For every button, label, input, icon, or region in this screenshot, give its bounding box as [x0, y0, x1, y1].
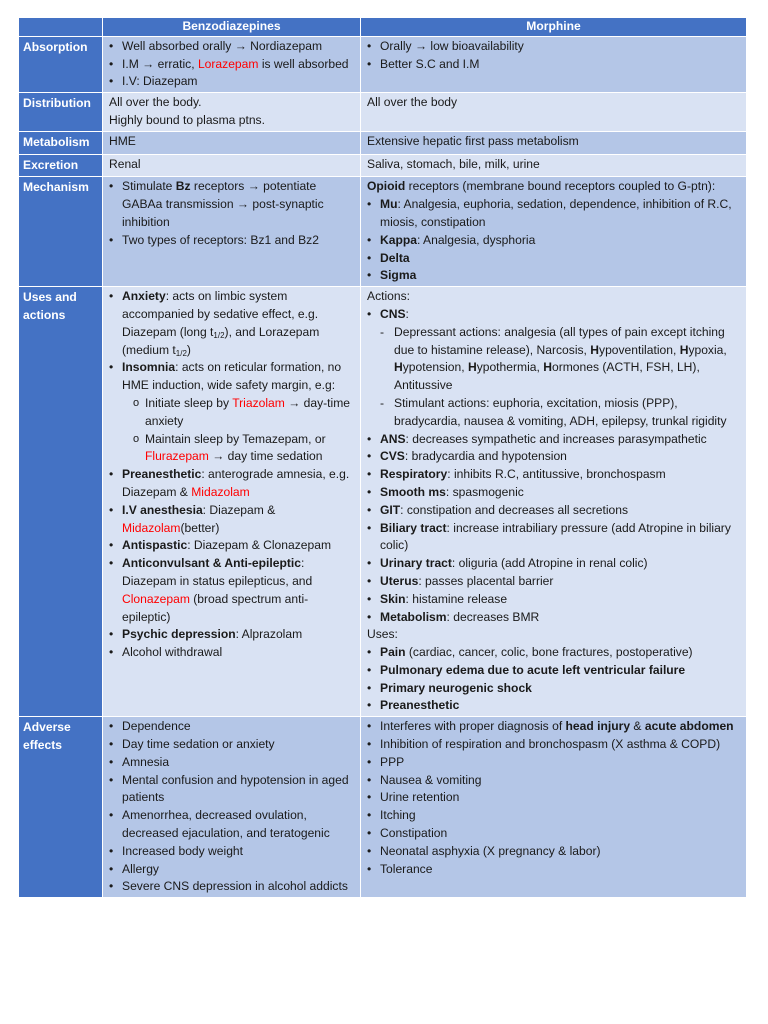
table-row-absorption — [19, 36, 747, 92]
morphine-bullet-item — [367, 196, 742, 232]
cell-morphine-uses — [361, 287, 747, 717]
text-run: : acts on reticular formation, no HME induction, wide safety margin, e.g: — [122, 360, 342, 393]
subscript: 1/2 — [175, 348, 187, 358]
header-row-label-column — [19, 18, 103, 37]
text-run: (better) — [180, 520, 220, 535]
bold-term: Opioid — [367, 179, 406, 194]
text-run: Increased body weight — [122, 843, 244, 858]
row-label-mechanism: Mechanism — [19, 177, 103, 287]
row-label-adverse: Adverse effects — [19, 717, 103, 898]
morphine-bullet-item — [367, 466, 742, 484]
table-row-metabolism — [19, 131, 747, 154]
text-run: I.M → erratic, — [122, 56, 198, 71]
cell-benzodiazepines-uses — [103, 287, 361, 717]
text-run: → day-time anxiety — [145, 395, 351, 428]
benzo-bullet-item — [109, 56, 356, 74]
text-run: Constipation — [380, 826, 448, 841]
bold-term: I.V anesthesia — [122, 502, 203, 517]
text-run: : inhibits R.C, antitussive, bronchospasm — [447, 467, 666, 482]
cell-benzodiazepines-metabolism — [103, 131, 361, 154]
text-run: Depressant actions: analgesia (all types of pain except itching due to histamine release), Narcosis, — [394, 324, 725, 357]
bold-term: Bz — [175, 179, 191, 194]
morphine-bullet-item — [367, 644, 742, 662]
text-run: HME — [109, 133, 136, 148]
bold-term: H — [590, 342, 600, 357]
text-run: : Alprazolam — [235, 627, 303, 642]
bold-term: Metabolism — [380, 609, 447, 624]
bold-term: Anxiety — [122, 289, 166, 304]
text-run: : oliguria (add Atropine in renal colic) — [451, 556, 648, 571]
text-run: Day time sedation or anxiety — [122, 737, 275, 752]
text-run: : anterograde amnesia, e.g. Diazepam & — [122, 467, 350, 499]
bold-term: Mu — [380, 197, 398, 212]
text-run: ), and Lorazepam (medium t — [122, 324, 320, 357]
row-label-absorption: Absorption — [19, 36, 103, 92]
text-run: ) — [186, 342, 191, 357]
morphine-bullet-item — [367, 520, 742, 556]
morphine-bullet-item — [367, 825, 742, 843]
benzo-bullet-item — [109, 878, 356, 896]
bold-term: Skin — [380, 591, 406, 606]
bold-term: Biliary tract — [380, 520, 447, 535]
text-run: : constipation and decreases all secretions — [400, 502, 629, 517]
text-run: : bradycardia and hypotension — [404, 449, 567, 464]
bold-term: H — [679, 342, 689, 357]
drug-name-highlight: Flurazepam — [145, 449, 209, 464]
morphine-bullet-item — [367, 772, 742, 790]
morphine-text-line — [367, 626, 742, 644]
table-row-distribution — [19, 93, 747, 132]
text-run: Allergy — [122, 861, 159, 876]
cell-morphine-distribution — [361, 93, 747, 132]
benzo-bullet-item — [109, 754, 356, 772]
benzo-bullet-item — [109, 555, 356, 626]
benzo-text-line — [109, 112, 356, 130]
bold-term: Delta — [380, 250, 410, 265]
table-row-uses — [19, 287, 747, 717]
row-label-metabolism: Metabolism — [19, 131, 103, 154]
bold-term: Preanesthetic — [122, 467, 202, 482]
text-run: Amenorrhea, decreased ovulation, decreased ejaculation, and teratogenic — [122, 808, 330, 841]
benzo-bullet-item — [109, 38, 356, 56]
morphine-bullet-item — [367, 267, 742, 285]
text-run: Itching — [380, 808, 416, 823]
table-body — [19, 36, 747, 897]
morphine-bullet-item — [367, 807, 742, 825]
benzo-bullet-item — [109, 807, 356, 843]
morphine-bullet-item — [367, 591, 742, 609]
bold-term: Pain — [380, 645, 406, 660]
morphine-bullet-item — [367, 56, 742, 74]
text-run: Nausea & vomiting — [380, 772, 482, 787]
morphine-bullet-item — [367, 431, 742, 449]
text-run: : decreases BMR — [446, 609, 540, 624]
text-run: : Diazepam & Clonazepam — [187, 538, 332, 553]
text-run: Amnesia — [122, 754, 170, 769]
benzo-bullet-item — [109, 232, 356, 250]
morphine-bullet-item — [367, 789, 742, 807]
bold-term: H — [394, 360, 403, 375]
text-run: Tolerance — [380, 861, 433, 876]
text-run: Mental confusion and hypotension in aged patients — [122, 772, 349, 805]
table-row-excretion — [19, 154, 747, 177]
text-run: Uses: — [367, 627, 398, 642]
bold-term: acute abdomen — [644, 719, 734, 734]
text-run: All over the body. — [109, 95, 202, 110]
benzo-text-line — [109, 133, 356, 151]
benzo-bullet-item — [109, 861, 356, 879]
text-run: Dependence — [122, 719, 191, 734]
bold-term: H — [467, 360, 477, 375]
morphine-bullet-item — [367, 250, 742, 268]
benzo-bullet-item — [109, 502, 356, 538]
bold-term: Preanesthetic — [380, 698, 460, 713]
benzo-bullet-item — [109, 718, 356, 736]
cell-benzodiazepines-excretion — [103, 154, 361, 177]
bold-term: GIT — [380, 502, 401, 517]
text-run: (broad spectrum anti-epileptic) — [122, 591, 309, 624]
text-run: Better S.C and I.M — [380, 56, 480, 71]
text-run: Maintain sleep by Temazepam, or — [145, 431, 326, 446]
bold-term: Primary neurogenic shock — [380, 680, 532, 695]
cell-morphine-metabolism — [361, 131, 747, 154]
cell-benzodiazepines-mechanism — [103, 177, 361, 287]
drug-name-highlight: Triazolam — [232, 395, 285, 410]
text-run: Two types of receptors: Bz1 and Bz2 — [122, 232, 319, 247]
morphine-text-line — [367, 288, 742, 306]
row-label-distribution: Distribution — [19, 93, 103, 132]
text-run: : Diazepam & — [202, 502, 276, 517]
morphine-dash-item — [367, 395, 742, 431]
bold-term: Kappa — [380, 232, 417, 247]
benzo-bullet-item — [109, 537, 356, 555]
benzo-bullet-item — [109, 644, 356, 662]
bold-term: Sigma — [380, 268, 417, 283]
text-run: : Analgesia, euphoria, sedation, dependence, inhibition of R.C, miosis, constipation — [380, 197, 732, 229]
row-label-uses: Uses and actions — [19, 287, 103, 717]
text-run: → day time sedation — [208, 449, 323, 464]
morphine-dash-item — [367, 324, 742, 395]
header-morphine: Morphine — [361, 18, 747, 37]
bold-term: Psychic depression — [122, 627, 236, 642]
bold-term: CVS — [380, 449, 405, 464]
benzo-bullet-item — [109, 178, 356, 231]
morphine-bullet-item — [367, 484, 742, 502]
morphine-bullet-item — [367, 502, 742, 520]
cell-benzodiazepines-absorption — [103, 36, 361, 92]
benzo-bullet-item — [109, 772, 356, 808]
benzo-text-line — [109, 156, 356, 174]
benzo-sub-bullet-item — [109, 431, 356, 467]
text-run: ypoxia, — [688, 342, 727, 357]
text-run: receptors → potentiate GABAa transmission → post-synaptic inhibition — [122, 179, 324, 229]
table-header-row — [19, 18, 747, 37]
bold-term: Smooth ms — [380, 484, 446, 499]
subscript: 1/2 — [213, 330, 225, 340]
cell-benzodiazepines-distribution — [103, 93, 361, 132]
morphine-bullet-item — [367, 861, 742, 879]
text-run: : decreases sympathetic and increases parasympathetic — [405, 431, 707, 446]
text-run: Saliva, stomach, bile, milk, urine — [367, 156, 540, 171]
text-run: Extensive hepatic first pass metabolism — [367, 133, 579, 148]
bold-term: ANS — [380, 431, 406, 446]
morphine-text-line — [367, 133, 742, 151]
text-run: I.V: Diazepam — [122, 74, 198, 89]
text-run: ormones (ACTH, FSH, LH), Antitussive — [394, 360, 700, 393]
benzo-bullet-item — [109, 736, 356, 754]
text-run: Interferes with proper diagnosis of — [380, 719, 566, 734]
text-run: PPP — [380, 754, 405, 769]
morphine-bullet-item — [367, 306, 742, 324]
text-run: ypoventilation, — [599, 342, 680, 357]
bold-term: CNS — [380, 306, 406, 321]
morphine-bullet-item — [367, 754, 742, 772]
text-run: Neonatal asphyxia (X pregnancy & labor) — [380, 843, 601, 858]
text-run: : Analgesia, dysphoria — [416, 232, 536, 247]
text-run: All over the body — [367, 95, 458, 110]
text-run: Stimulant actions: euphoria, excitation, miosis (PPP), bradycardia, nausea & vomiting, ADH, epilepsy, trunkal rigidity — [394, 395, 727, 428]
text-run: Urine retention — [380, 790, 460, 805]
cell-morphine-mechanism — [361, 177, 747, 287]
text-run: : passes placental barrier — [418, 573, 554, 588]
text-run: ypotension, — [402, 360, 468, 375]
text-run: Highly bound to plasma ptns. — [109, 112, 265, 127]
benzo-sub-bullet-item — [109, 395, 356, 431]
morphine-bullet-item — [367, 573, 742, 591]
text-run: Alcohol withdrawal — [122, 645, 223, 660]
text-run: ypothermia, — [476, 360, 544, 375]
text-run: Inhibition of respiration and bronchospasm (X asthma & COPD) — [380, 737, 721, 752]
bold-term: Pulmonary edema due to acute left ventricular failure — [380, 662, 686, 677]
row-label-excretion: Excretion — [19, 154, 103, 177]
text-run: Renal — [109, 156, 141, 171]
text-run: Stimulate — [122, 179, 176, 194]
morphine-text-line — [367, 178, 742, 196]
morphine-text-line — [367, 94, 742, 112]
drug-name-highlight: Midazolam — [122, 520, 181, 535]
bold-term: Insomnia — [122, 360, 176, 375]
morphine-text-line — [367, 156, 742, 174]
bold-term: Respiratory — [380, 467, 448, 482]
cell-morphine-adverse — [361, 717, 747, 898]
text-run: : acts on limbic system accompanied by sedative effect, e.g. Diazepam (long t — [122, 289, 319, 339]
bold-term: Urinary tract — [380, 556, 452, 571]
table-row-adverse — [19, 717, 747, 898]
morphine-bullet-item — [367, 555, 742, 573]
header-benzodiazepines: Benzodiazepines — [103, 18, 361, 37]
benzo-bullet-item — [109, 359, 356, 395]
benzo-text-line — [109, 94, 356, 112]
text-run: is well absorbed — [258, 56, 349, 71]
morphine-bullet-item — [367, 448, 742, 466]
morphine-bullet-item — [367, 680, 742, 698]
bold-term: Anticonvulsant & Anti-epileptic — [122, 556, 301, 571]
text-run: : increase intrabiliary pressure (add Atropine in biliary colic) — [380, 520, 731, 553]
text-run: Actions: — [367, 289, 411, 304]
text-run: : spasmogenic — [445, 484, 524, 499]
text-run: & — [630, 719, 645, 734]
cell-benzodiazepines-adverse — [103, 717, 361, 898]
text-run: Initiate sleep by — [145, 395, 233, 410]
benzo-bullet-item — [109, 73, 356, 91]
bold-term: Antispastic — [122, 538, 188, 553]
bold-term: head injury — [565, 719, 631, 734]
text-run: Orally → low bioavailability — [380, 38, 524, 53]
cell-morphine-excretion — [361, 154, 747, 177]
text-run: receptors (membrane bound receptors coupled to G-ptn): — [405, 179, 716, 194]
benzo-bullet-item — [109, 626, 356, 644]
morphine-bullet-item — [367, 843, 742, 861]
text-run: (cardiac, cancer, colic, bone fractures, postoperative) — [405, 645, 693, 660]
text-run: Well absorbed orally → Nordiazepam — [122, 38, 323, 53]
morphine-bullet-item — [367, 697, 742, 715]
bold-term: H — [543, 360, 552, 375]
text-run: : — [405, 306, 409, 321]
text-run: Severe CNS depression in alcohol addicts — [122, 879, 348, 894]
drug-name-highlight: Lorazepam — [197, 56, 259, 71]
morphine-bullet-item — [367, 609, 742, 627]
benzo-bullet-item — [109, 843, 356, 861]
text-run: : histamine release — [405, 591, 508, 606]
morphine-bullet-item — [367, 232, 742, 250]
text-run: : Diazepam in status epilepticus, and — [122, 556, 313, 588]
bold-term: Uterus — [380, 573, 419, 588]
morphine-bullet-item — [367, 718, 742, 736]
comparison-table-container — [18, 17, 746, 898]
drug-name-highlight: Clonazepam — [122, 591, 190, 606]
morphine-bullet-item — [367, 736, 742, 754]
benzodiazepines-vs-morphine-table — [18, 17, 747, 898]
benzo-bullet-item — [109, 288, 356, 359]
benzo-bullet-item — [109, 466, 356, 502]
cell-morphine-absorption — [361, 36, 747, 92]
morphine-bullet-item — [367, 662, 742, 680]
drug-name-highlight: Midazolam — [191, 484, 250, 499]
table-row-mechanism — [19, 177, 747, 287]
morphine-bullet-item — [367, 38, 742, 56]
